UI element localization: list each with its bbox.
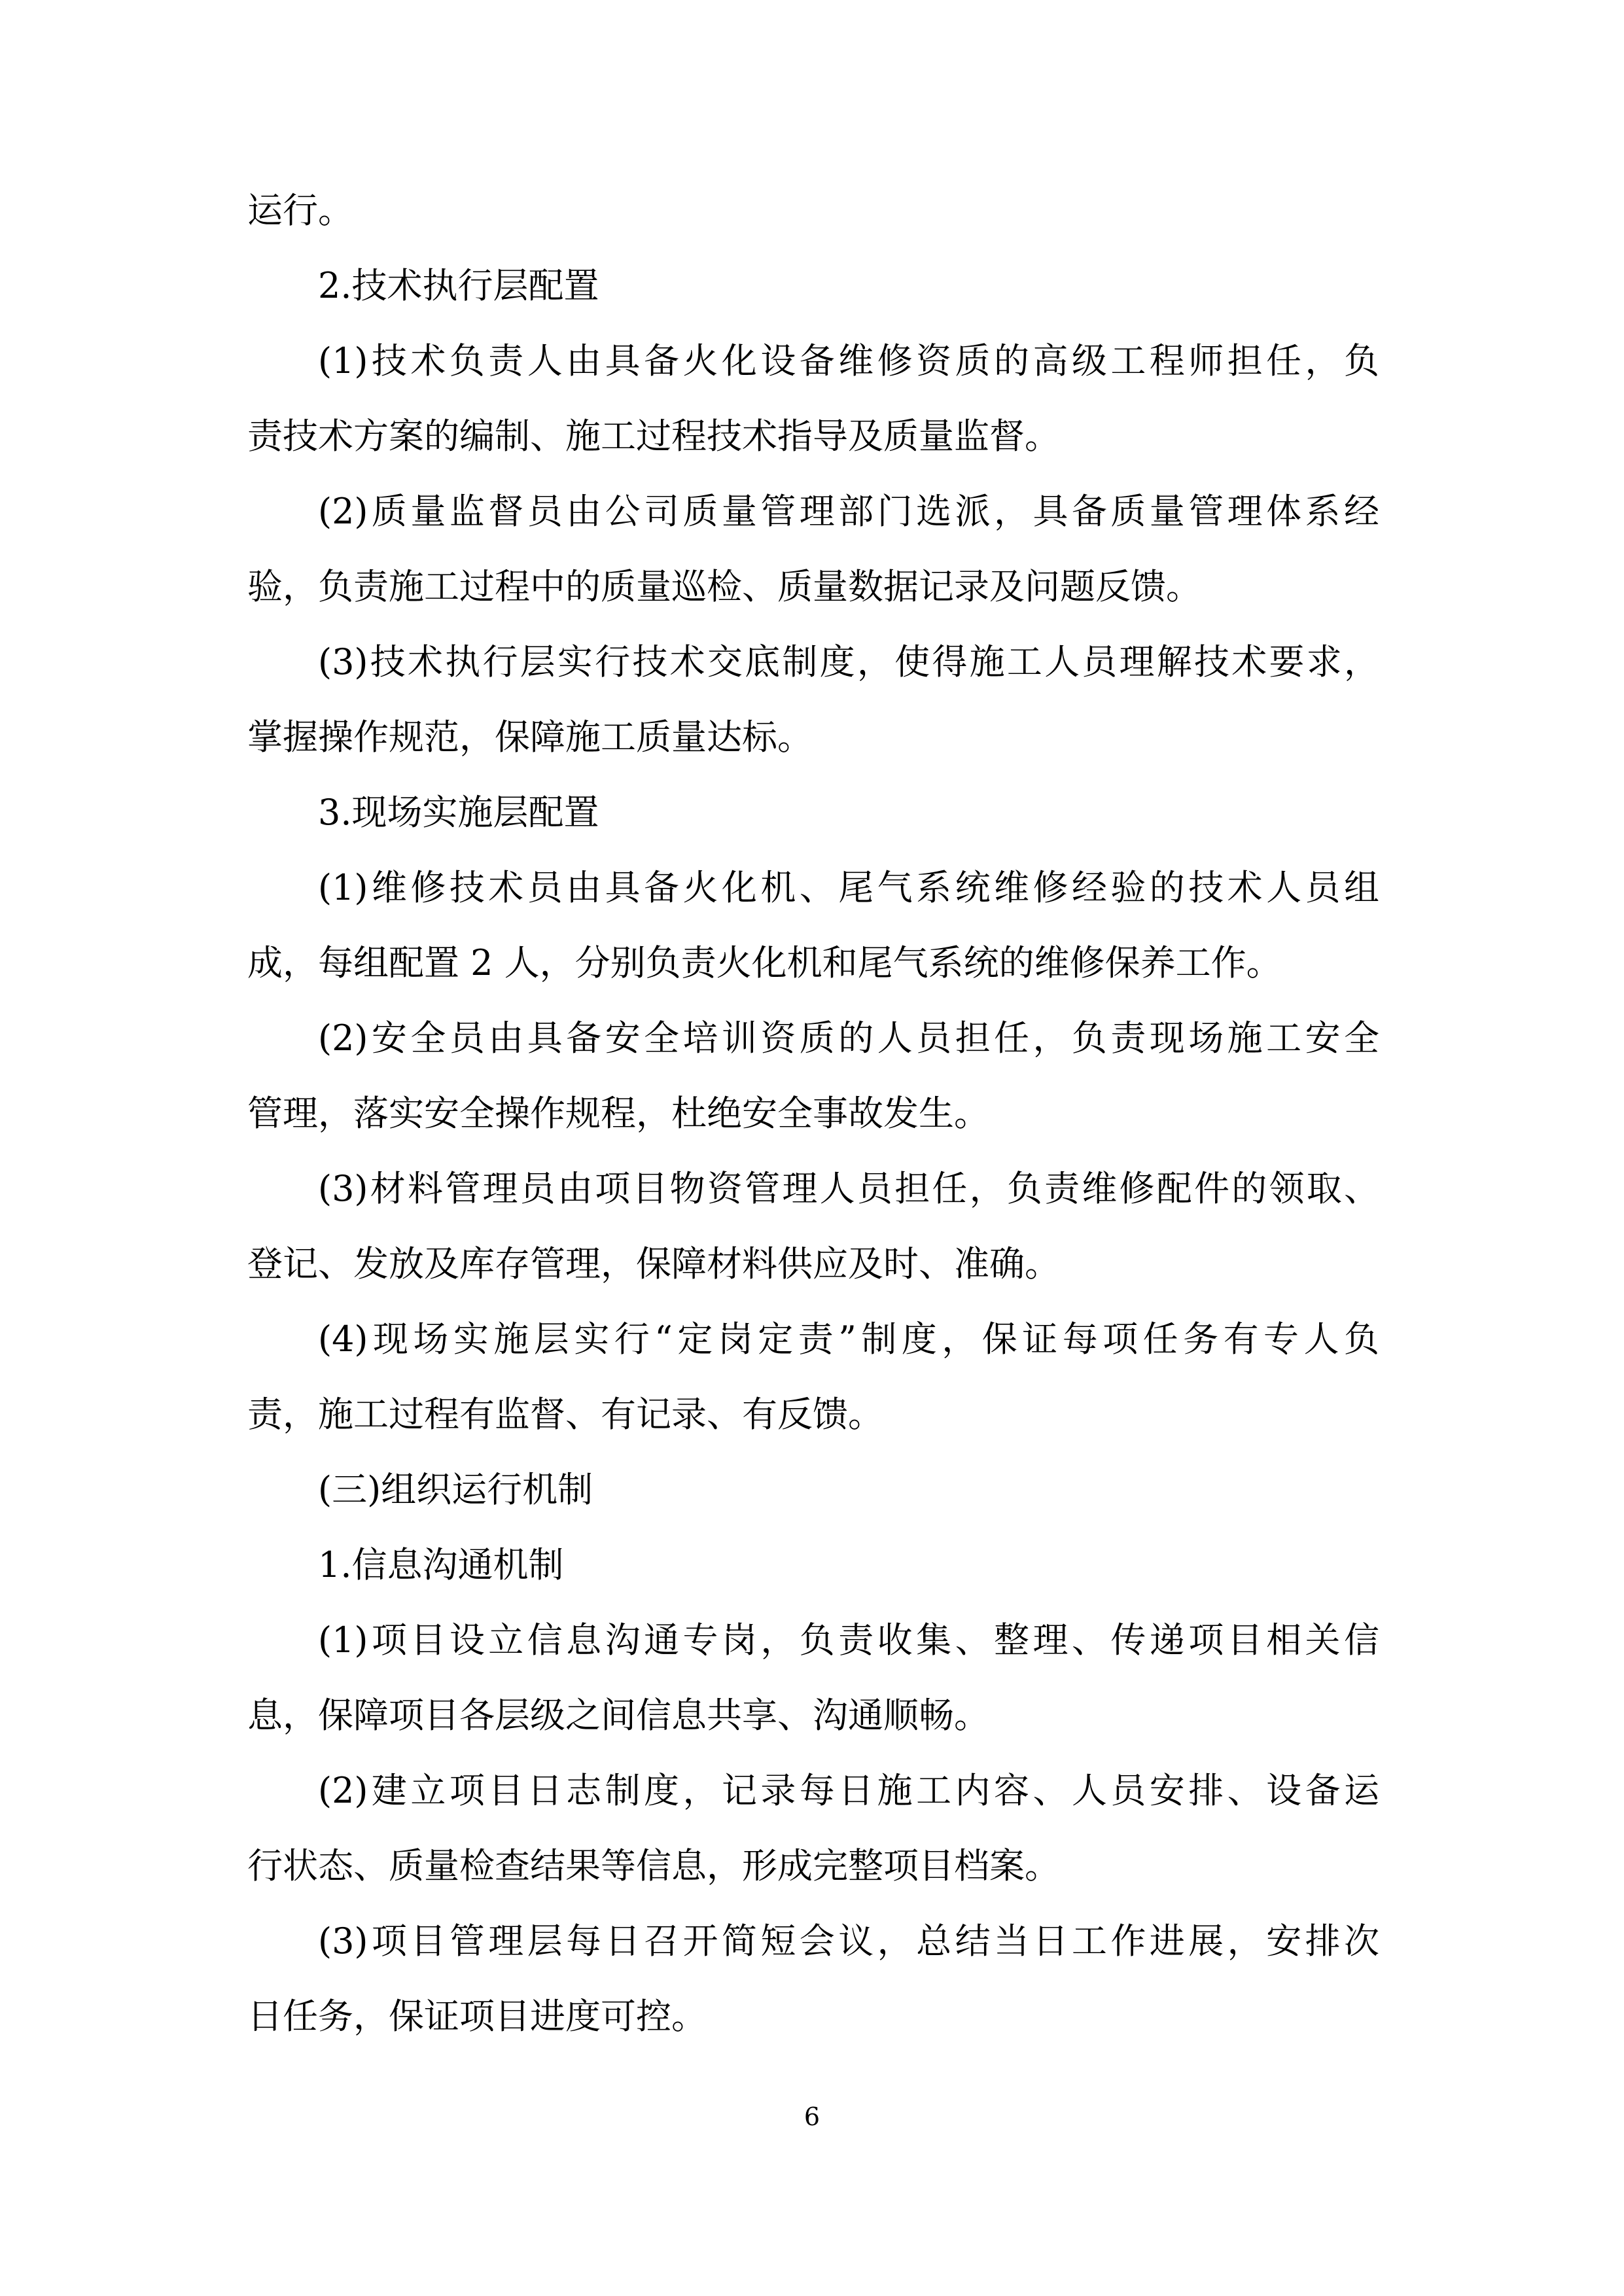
text-line: 行状态、质量检查结果等信息，形成完整项目档案。 xyxy=(247,1845,1060,1886)
text-line: 运行。 xyxy=(247,190,353,231)
text-line: 成，每组配置 2 人，分别负责火化机和尾气系统的维修保养工作。 xyxy=(247,942,1282,983)
text-line: 责，施工过程有监督、有记录、有反馈。 xyxy=(247,1394,883,1435)
text-line: (3)材料管理员由项目物资管理人员担任，负责维修配件的领取、 xyxy=(318,1168,1379,1209)
text-line: 日任务，保证项目进度可控。 xyxy=(247,1996,707,2037)
text-line: 登记、发放及库存管理，保障材料供应及时、准确。 xyxy=(247,1243,1060,1284)
text-line: (3)项目管理层每日召开简短会议，总结当日工作进展，安排次 xyxy=(318,1920,1379,1962)
text-line: (4)现场实施层实行“定岗定责”制度，保证每项任务有专人负 xyxy=(318,1318,1379,1360)
text-line: 责技术方案的编制、施工过程技术指导及质量监督。 xyxy=(247,415,1060,457)
section-heading: (三)组织运行机制 xyxy=(318,1469,593,1510)
text-line: (2)安全员由具备安全培训资质的人员担任，负责现场施工安全 xyxy=(318,1017,1379,1059)
text-line: 息，保障项目各层级之间信息共享、沟通顺畅。 xyxy=(247,1695,989,1736)
section-heading: 2.技术执行层配置 xyxy=(318,265,599,306)
text-line: (3)技术执行层实行技术交底制度，使得施工人员理解技术要求， xyxy=(318,641,1379,682)
section-heading: 3.现场实施层配置 xyxy=(318,792,599,833)
section-heading: 1.信息沟通机制 xyxy=(318,1544,564,1585)
document-body xyxy=(247,173,1379,2054)
text-line: (1)项目设立信息沟通专岗，负责收集、整理、传递项目相关信 xyxy=(318,1619,1379,1661)
text-line: 验，负责施工过程中的质量巡检、质量数据记录及问题反馈。 xyxy=(247,566,1201,607)
page-number: 6 xyxy=(803,2102,821,2131)
text-line: 管理，落实安全操作规程，杜绝安全事故发生。 xyxy=(247,1093,989,1134)
text-line: (2)建立项目日志制度，记录每日施工内容、人员安排、设备运 xyxy=(318,1770,1379,1811)
text-line: (1)维修技术员由具备火化机、尾气系统维修经验的技术人员组 xyxy=(318,867,1379,908)
text-line: (2)质量监督员由公司质量管理部门选派，具备质量管理体系经 xyxy=(318,491,1379,532)
text-line: 掌握操作规范，保障施工质量达标。 xyxy=(247,716,813,758)
text-line: (1)技术负责人由具备火化设备维修资质的高级工程师担任，负 xyxy=(318,340,1379,381)
